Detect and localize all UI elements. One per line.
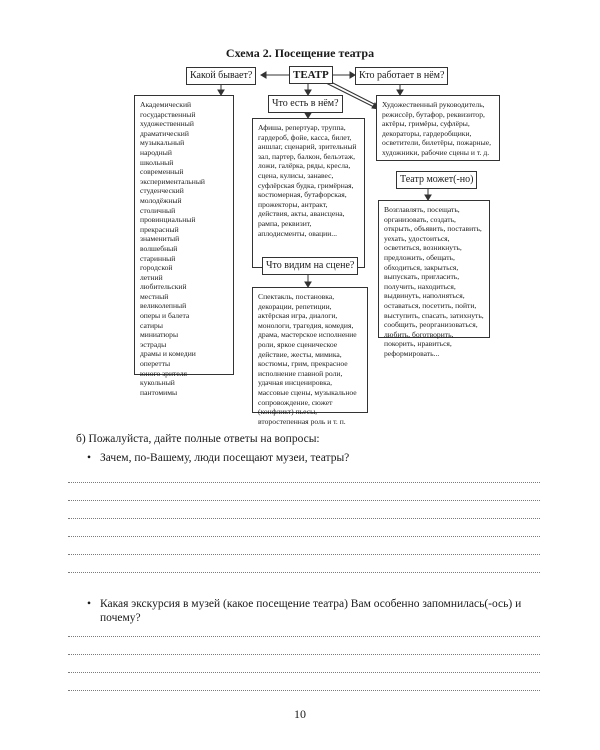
page-number: 10 (294, 707, 306, 721)
list-item: городской (140, 263, 173, 273)
list-item: школьный (140, 157, 174, 167)
what-kind-box: Какой бывает? (186, 67, 256, 85)
list-item: прекрасный (140, 224, 179, 234)
on-stage-list: Спектакль, постановка, декорации, репетиции, актёрская игра, диалоги, монологи, трагедия, комедия, драма, мастерское исполнение роли, яркое сценическое действие, жесты, мимика, костюмы, грим, прекрасное исполнение главной роли, удачная инсценировка, массовые сцены, музыкальное сопровождение, сюжет (конфликт) пьесы, второстепенная роль и т. п. (252, 287, 368, 413)
list-item: драмы и комедии (140, 349, 196, 359)
answer-line[interactable] (68, 536, 540, 537)
in-it-list: Афиша, репертуар, труппа, гардероб, фойе, касса, билет, аншлаг, сценарий, зрительный зал, партер, балкон, бельэтаж, ложи, галёрка, ряды, кресла, сцена, кулисы, занавес, суфлёрская будка, гримёрная, костюмерная, бутафорская, прожекторы, антракт, действия, акты, авансцена, рампа, реквизит, аплодисменты, овации... (252, 118, 365, 268)
answer-line[interactable] (68, 690, 540, 691)
scheme-title: Схема 2. Посещение театра (225, 46, 375, 60)
list-item: миниатюры (140, 330, 179, 340)
answer-line[interactable] (68, 672, 540, 673)
list-item: юного зрителя (140, 368, 187, 378)
list-item: современный (140, 167, 184, 177)
question-1: Зачем, по-Вашему, люди посещают музеи, театры? (100, 452, 350, 464)
list-item: любительский (140, 282, 187, 292)
answer-line[interactable] (68, 572, 540, 573)
who-works-list: Художественный руководитель, режиссёр, бутафор, реквизитор, актёры, гримёры, суфлёры, декораторы, гардеробщики, осветители, билетёры, пожарные, художники, рабочие сцены и т. д. (376, 95, 500, 161)
theatre-can-list: Возглавлять, посещать, организовать, создать, открыть, объявить, поставить, уехать, удостоиться, осветиться, возникнуть, предложить, обещать, обходиться, закрыться, выпускать, пригласить, получить, находиться, выдвинуть, наполняться, оставаться, посетить, пойти, выступить, спасать, затихнуть, сообщить, реорганизоваться, любить, боготворить, покорить, нравиться, реформировать... (378, 200, 490, 338)
what-in-it-box: Что есть в нём? (268, 95, 343, 113)
theatre-can-box: Театр может(-но) (396, 171, 477, 189)
who-works-box: Кто работает в нём? (355, 67, 448, 85)
list-item: драматический (140, 128, 189, 138)
list-item: оперы и балета (140, 311, 190, 321)
list-item: музыкальный (140, 138, 185, 148)
list-item: летний (140, 272, 163, 282)
list-item: кукольный (140, 378, 175, 388)
bullet-2: • (87, 598, 92, 610)
list-item: эстрады (140, 339, 167, 349)
answer-line[interactable] (68, 500, 540, 501)
list-item: знаменитый (140, 234, 180, 244)
list-item: экспериментальный (140, 176, 205, 186)
list-item: художественный (140, 119, 194, 129)
theatre-box: ТЕАТР (289, 66, 333, 84)
kinds-list (134, 95, 234, 397)
list-item: народный (140, 147, 172, 157)
section-b-intro: б) Пожалуйста, дайте полные ответы на вопросы: (76, 433, 320, 445)
list-item: молодёжный (140, 195, 182, 205)
list-item: государственный (140, 109, 196, 119)
answer-line[interactable] (68, 654, 540, 655)
list-item: местный (140, 291, 169, 301)
list-item: столичный (140, 205, 176, 215)
bullet-1: • (87, 452, 92, 464)
question-2-line-2: почему? (100, 612, 141, 624)
list-item: студенческий (140, 186, 184, 196)
answer-line[interactable] (68, 482, 540, 483)
list-item: сатиры (140, 320, 163, 330)
list-item: волшебный (140, 243, 178, 253)
list-item: пантомимы (140, 387, 178, 397)
answer-line[interactable] (68, 554, 540, 555)
answer-line[interactable] (68, 518, 540, 519)
question-2-line-1: Какая экскурсия в музей (какое посещение театра) Вам особенно запомнилась(-ось) и (100, 598, 522, 610)
list-item: оперетты (140, 359, 171, 369)
list-item: старинный (140, 253, 176, 263)
list-item: провинциальный (140, 215, 196, 225)
what-on-stage-box: Что видим на сцене? (262, 257, 358, 275)
list-item: великолепный (140, 301, 187, 311)
list-item: Академический (140, 100, 192, 109)
answer-line[interactable] (68, 636, 540, 637)
